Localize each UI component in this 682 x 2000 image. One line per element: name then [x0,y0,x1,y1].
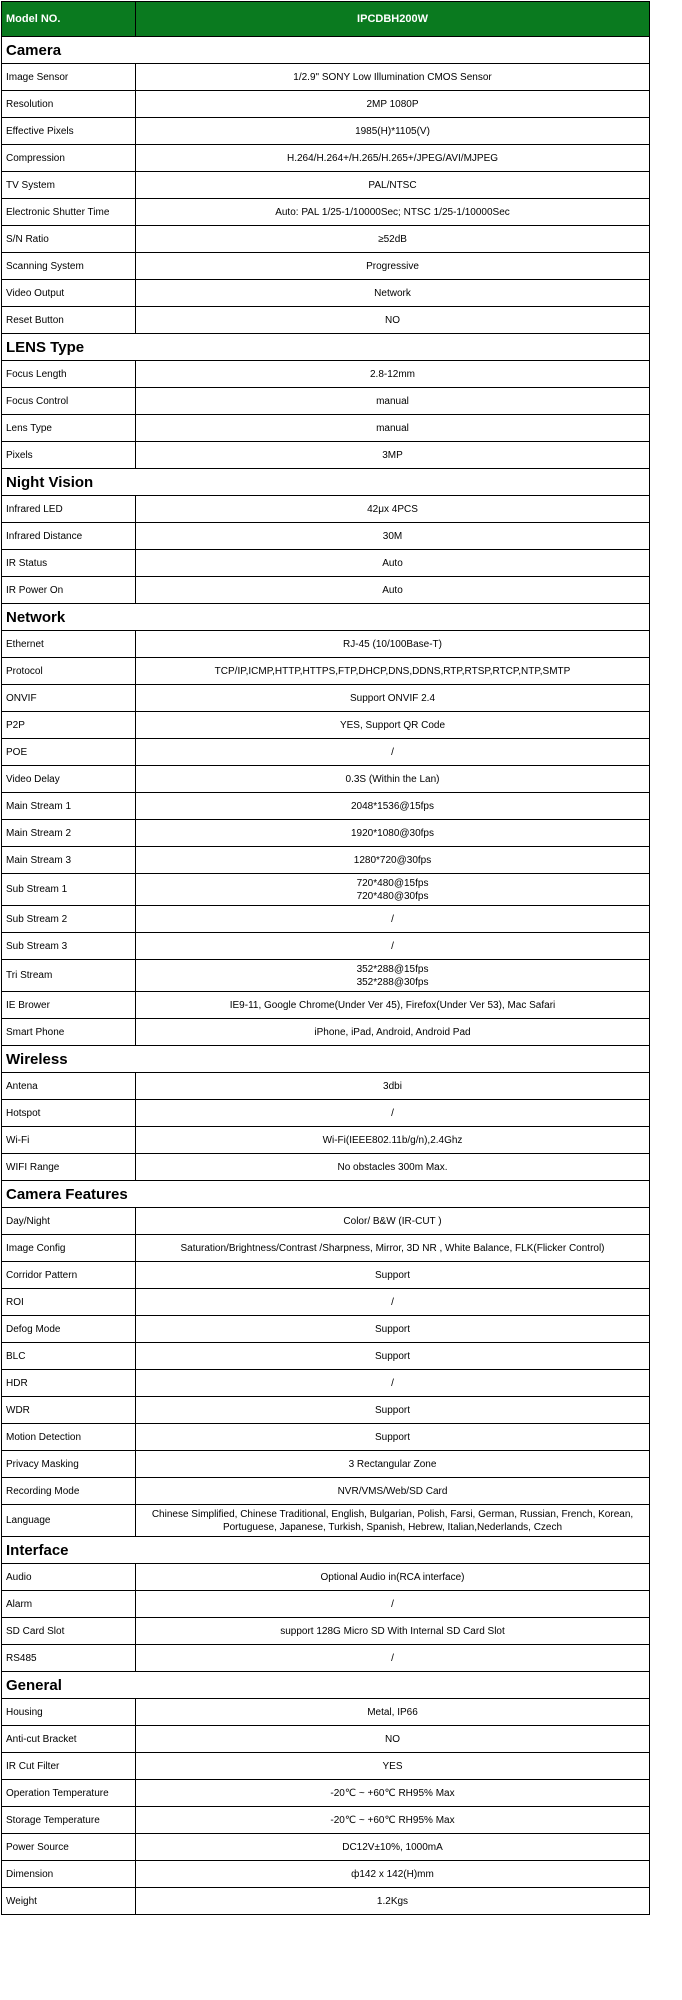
spec-value [136,933,650,960]
spec-label: WIFI Range [2,1154,136,1181]
spec-value-line: 2048*1536@15fps [351,800,434,812]
spec-value-line: Saturation/Brightness/Contrast /Sharpness, Mirror, 3D NR , White Balance, FLK(Flicker Control) [180,1242,605,1254]
spec-value-line: manual [376,422,409,434]
spec-row [2,1478,650,1505]
spec-label: Pixels [2,442,136,469]
spec-value-line: 1/2.9" SONY Low Illumination CMOS Sensor [293,71,492,83]
spec-value-line: / [391,1107,394,1119]
spec-value [136,1262,650,1289]
spec-row [2,1073,650,1100]
spec-value-line: DC12V±10%, 1000mA [342,1841,443,1853]
spec-value-line: / [391,1598,394,1610]
spec-value-line: / [391,1377,394,1389]
spec-value [136,793,650,820]
spec-value-line: Color/ B&W (IR-CUT ) [343,1215,442,1227]
spec-value-line: -20℃ ~ +60℃ RH95% Max [330,1814,455,1826]
spec-row [2,523,650,550]
spec-value-line: H.264/H.264+/H.265/H.265+/JPEG/AVI/MJPEG [286,152,499,164]
section-title: Interface [2,1537,650,1564]
spec-label: Effective Pixels [2,118,136,145]
section-header-row [2,469,650,496]
spec-value [136,280,650,307]
spec-label: Image Config [2,1235,136,1262]
spec-value [136,960,650,992]
spec-value-line: -20℃ ~ +60℃ RH95% Max [330,1787,455,1799]
spec-value-line: / [391,1296,394,1308]
spec-value-line: Optional Audio in(RCA interface) [320,1571,465,1583]
spec-value-line: 1985(H)*1105(V) [355,125,430,137]
spec-value [136,253,650,280]
spec-row [2,906,650,933]
spec-label: Day/Night [2,1208,136,1235]
spec-value-line: 352*288@15fps [356,963,429,975]
spec-label: Focus Control [2,388,136,415]
spec-value [136,1699,650,1726]
spec-row [2,1807,650,1834]
spec-label: Scanning System [2,253,136,280]
section-header-row [2,334,650,361]
spec-value-line: iPhone, iPad, Android, Android Pad [314,1026,471,1038]
spec-label: Sub Stream 3 [2,933,136,960]
spec-value-line: Support ONVIF 2.4 [349,692,436,704]
spec-label: IR Cut Filter [2,1753,136,1780]
spec-row [2,1019,650,1046]
spec-label: Housing [2,1699,136,1726]
spec-label: Ethernet [2,631,136,658]
spec-row [2,766,650,793]
spec-row [2,658,650,685]
spec-value-line: / [391,746,394,758]
spec-label: Weight [2,1888,136,1915]
spec-label: Main Stream 3 [2,847,136,874]
spec-label: Focus Length [2,361,136,388]
spec-value [136,1100,650,1127]
spec-value-line: Metal, IP66 [367,1706,418,1718]
section-title: Camera Features [2,1181,650,1208]
spec-value [136,712,650,739]
spec-value [136,1154,650,1181]
spec-row [2,91,650,118]
spec-value [136,1289,650,1316]
spec-value-line: 2MP 1080P [366,98,419,110]
spec-value [136,307,650,334]
spec-row [2,1424,650,1451]
section-title: Network [2,604,650,631]
spec-label: Alarm [2,1591,136,1618]
spec-label: Lens Type [2,415,136,442]
spec-value-line: RJ-45 (10/100Base-T) [343,638,442,650]
spec-value [136,1780,650,1807]
spec-row [2,1834,650,1861]
spec-value [136,739,650,766]
section-title: Camera [2,37,650,64]
spec-label: Sub Stream 2 [2,906,136,933]
spec-label: Privacy Masking [2,1451,136,1478]
spec-value-line: ≥52dB [378,233,407,245]
spec-row [2,1618,650,1645]
spec-value [136,145,650,172]
spec-label: Antena [2,1073,136,1100]
spec-value-line: PAL/NTSC [368,179,417,191]
spec-label: Corridor Pattern [2,1262,136,1289]
spec-label: Smart Phone [2,1019,136,1046]
spec-value [136,91,650,118]
spec-row [2,820,650,847]
section-header-row [2,37,650,64]
spec-value-line: Auto [382,584,403,596]
spec-label: S/N Ratio [2,226,136,253]
spec-row [2,1397,650,1424]
spec-table-body [2,2,650,1915]
spec-value [136,685,650,712]
spec-label: Main Stream 1 [2,793,136,820]
spec-label: Sub Stream 1 [2,874,136,906]
spec-label: Reset Button [2,307,136,334]
spec-value [136,1834,650,1861]
spec-value [136,992,650,1019]
spec-label: Tri Stream [2,960,136,992]
spec-row [2,1370,650,1397]
spec-row [2,1343,650,1370]
spec-value [136,361,650,388]
spec-row [2,1100,650,1127]
spec-row [2,1753,650,1780]
spec-row [2,1888,650,1915]
spec-row [2,64,650,91]
spec-value-line: 3dbi [383,1080,402,1092]
spec-value [136,199,650,226]
spec-row [2,1208,650,1235]
spec-value [136,766,650,793]
spec-value-line: / [391,913,394,925]
spec-value [136,847,650,874]
spec-label: ONVIF [2,685,136,712]
spec-value-line: 1280*720@30fps [353,854,432,866]
spec-value [136,415,650,442]
header-row [2,2,650,37]
spec-value [136,1019,650,1046]
spec-value [136,388,650,415]
spec-label: Storage Temperature [2,1807,136,1834]
spec-label: POE [2,739,136,766]
spec-row [2,415,650,442]
spec-value [136,1451,650,1478]
spec-value [136,118,650,145]
spec-value-line: Support [374,1323,411,1335]
spec-value [136,1645,650,1672]
spec-value [136,1478,650,1505]
header-model-number: IPCDBH200W [136,2,650,37]
section-title: Night Vision [2,469,650,496]
spec-row [2,685,650,712]
spec-row [2,1591,650,1618]
spec-label: Image Sensor [2,64,136,91]
spec-value-line: Network [374,287,411,299]
spec-value-line: 720*480@15fps [356,877,429,889]
spec-row [2,1861,650,1888]
spec-row [2,1699,650,1726]
spec-value [136,1316,650,1343]
spec-value-line: No obstacles 300m Max. [337,1161,448,1173]
spec-label: IE Brower [2,992,136,1019]
spec-label: ROI [2,1289,136,1316]
spec-row [2,1505,650,1537]
spec-value [136,1564,650,1591]
spec-label: IR Power On [2,577,136,604]
spec-value-line: 2.8-12mm [369,368,415,380]
section-header-row [2,1046,650,1073]
spec-row [2,199,650,226]
spec-value-line: Auto: PAL 1/25-1/10000Sec; NTSC 1/25-1/10000Sec [275,206,510,218]
spec-label: TV System [2,172,136,199]
spec-value [136,1807,650,1834]
spec-label: P2P [2,712,136,739]
spec-label: Protocol [2,658,136,685]
spec-row [2,172,650,199]
spec-value-line: support 128G Micro SD With Internal SD Card Slot [280,1625,505,1637]
spec-value-line: Auto [382,557,403,569]
spec-label: Video Output [2,280,136,307]
spec-value [136,1753,650,1780]
spec-label: Compression [2,145,136,172]
spec-label: Recording Mode [2,1478,136,1505]
spec-value-line: manual [376,395,409,407]
spec-label: HDR [2,1370,136,1397]
spec-value [136,1235,650,1262]
spec-row [2,118,650,145]
spec-value [136,874,650,906]
spec-value-line: 3 Rectangular Zone [348,1458,437,1470]
spec-value-line: Support [374,1269,411,1281]
spec-value-line: Progressive [366,260,419,272]
spec-value-line: Support [374,1431,411,1443]
spec-value-line: Support [374,1350,411,1362]
spec-row [2,712,650,739]
spec-label: BLC [2,1343,136,1370]
spec-value-line: / [391,1652,394,1664]
spec-value-line: 352*288@30fps [356,976,429,988]
spec-value [136,1591,650,1618]
spec-row [2,253,650,280]
spec-row [2,361,650,388]
spec-row [2,847,650,874]
spec-value [136,1726,650,1753]
spec-value [136,496,650,523]
spec-row [2,739,650,766]
spec-row [2,1780,650,1807]
spec-value-line: YES, Support QR Code [339,719,446,731]
section-header-row [2,1672,650,1699]
spec-row [2,1127,650,1154]
spec-row [2,496,650,523]
spec-label: Defog Mode [2,1316,136,1343]
spec-value [136,1424,650,1451]
spec-row [2,145,650,172]
spec-row [2,442,650,469]
spec-table [1,1,650,1915]
spec-value-line: 42μx 4PCS [367,503,418,515]
spec-row [2,1564,650,1591]
spec-value [136,1505,650,1537]
spec-row [2,1726,650,1753]
spec-value [136,1618,650,1645]
spec-label: Resolution [2,91,136,118]
spec-row [2,992,650,1019]
spec-row [2,933,650,960]
spec-value [136,226,650,253]
spec-value-line: / [391,940,394,952]
spec-row [2,1451,650,1478]
spec-value-line: Chinese Simplified, Chinese Traditional, English, Bulgarian, Polish, Farsi, German, Russian, French, Korean, [151,1508,634,1520]
spec-value-line: ф142 x 142(H)mm [351,1868,434,1880]
spec-label: Power Source [2,1834,136,1861]
spec-value [136,1861,650,1888]
spec-value-line: 1.2Kgs [376,1895,409,1907]
spec-value-line: NO [385,314,400,326]
spec-row [2,226,650,253]
spec-row [2,1289,650,1316]
spec-value [136,658,650,685]
section-title: Wireless [2,1046,650,1073]
section-title: LENS Type [2,334,650,361]
spec-value-line: 0.3S (Within the Lan) [345,773,440,785]
spec-row [2,874,650,906]
spec-value [136,577,650,604]
spec-label: Infrared LED [2,496,136,523]
spec-value-line: NVR/VMS/Web/SD Card [337,1485,448,1497]
spec-label: Hotspot [2,1100,136,1127]
spec-value [136,1888,650,1915]
spec-label: Main Stream 2 [2,820,136,847]
spec-value-line: IE9-11, Google Chrome(Under Ver 45), Firefox(Under Ver 53), Mac Safari [229,999,556,1011]
spec-value [136,631,650,658]
spec-row [2,1235,650,1262]
spec-value [136,442,650,469]
spec-value [136,1127,650,1154]
header-label: Model NO. [2,2,136,37]
spec-label: Electronic Shutter Time [2,199,136,226]
spec-value [136,1370,650,1397]
spec-label: Operation Temperature [2,1780,136,1807]
spec-value-line: 30M [382,530,403,542]
spec-value-line: Wi-Fi(IEEE802.11b/g/n),2.4Ghz [322,1134,463,1146]
spec-row [2,793,650,820]
spec-value-line: 1920*1080@30fps [351,827,434,839]
spec-value [136,550,650,577]
spec-label: Audio [2,1564,136,1591]
section-header-row [2,604,650,631]
spec-row [2,631,650,658]
spec-row [2,388,650,415]
spec-value [136,1397,650,1424]
spec-label: WDR [2,1397,136,1424]
spec-value-line: 720*480@30fps [356,890,429,902]
spec-value [136,1343,650,1370]
spec-value [136,523,650,550]
spec-label: Motion Detection [2,1424,136,1451]
spec-label: Infrared Distance [2,523,136,550]
spec-label: Dimension [2,1861,136,1888]
section-header-row [2,1181,650,1208]
spec-label: Wi-Fi [2,1127,136,1154]
spec-label: Anti-cut Bracket [2,1726,136,1753]
spec-label: RS485 [2,1645,136,1672]
spec-row [2,1262,650,1289]
spec-label: SD Card Slot [2,1618,136,1645]
spec-row [2,1316,650,1343]
spec-value-line: YES [382,1760,403,1772]
spec-value [136,64,650,91]
spec-value [136,172,650,199]
section-header-row [2,1537,650,1564]
spec-value-line: Support [374,1404,411,1416]
spec-value [136,1208,650,1235]
spec-row [2,960,650,992]
spec-value-line: 3MP [382,449,403,461]
spec-label: Video Delay [2,766,136,793]
spec-row [2,577,650,604]
spec-row [2,550,650,577]
spec-row [2,280,650,307]
spec-value [136,1073,650,1100]
spec-label: IR Status [2,550,136,577]
section-title: General [2,1672,650,1699]
spec-value-line: NO [385,1733,400,1745]
spec-value [136,820,650,847]
spec-value-line: Portuguese, Japanese, Turkish, Spanish, Hebrew, Italian,Nederlands, Czech [222,1521,563,1533]
spec-row [2,307,650,334]
spec-value-line: TCP/IP,ICMP,HTTP,HTTPS,FTP,DHCP,DNS,DDNS,RTP,RTSP,RTCP,NTP,SMTP [214,665,571,677]
spec-label: Language [2,1505,136,1537]
spec-row [2,1645,650,1672]
spec-value [136,906,650,933]
spec-row [2,1154,650,1181]
